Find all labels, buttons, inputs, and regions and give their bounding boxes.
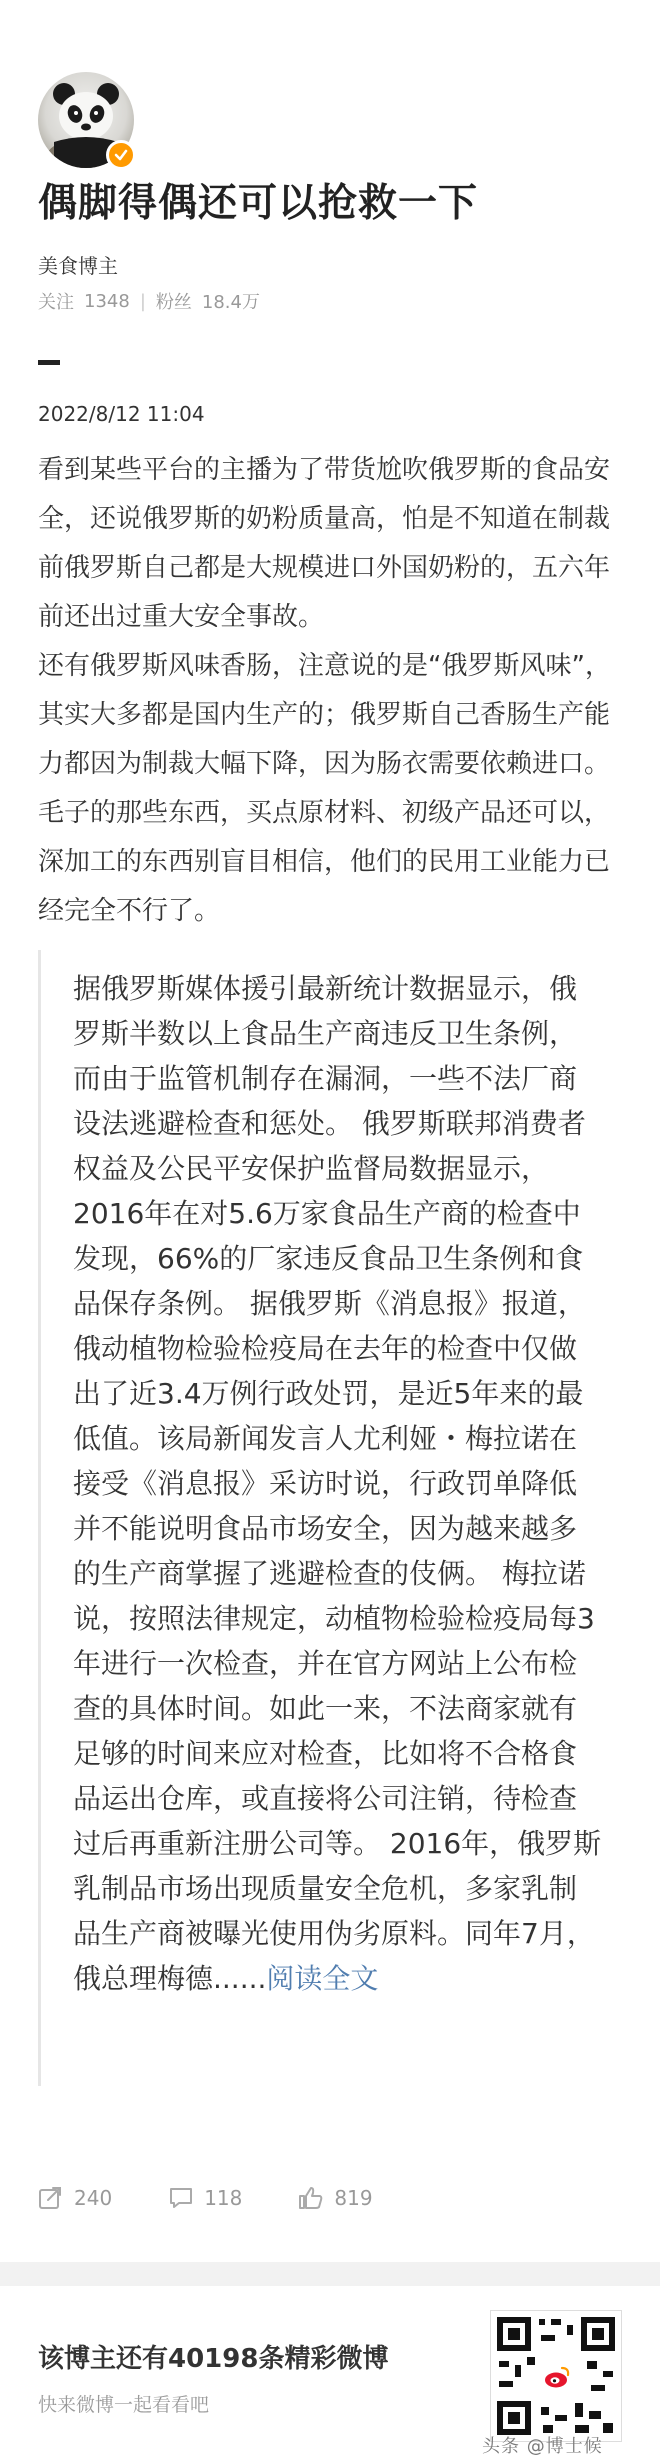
section-divider	[38, 360, 60, 365]
promo-subtitle: 快来微博一起看看吧	[38, 2394, 210, 2416]
avatar-container[interactable]	[38, 72, 134, 168]
fans-count: 18.4万	[201, 292, 260, 313]
quoted-article-text	[73, 966, 603, 2001]
follow-label: 关注	[38, 292, 74, 313]
comment-icon	[168, 2186, 194, 2210]
read-more-link[interactable]: 阅读全文	[266, 1962, 379, 1995]
qr-code-icon[interactable]	[490, 2310, 622, 2442]
like-count: 819	[334, 2186, 373, 2210]
author-name[interactable]: 美食博主	[38, 254, 118, 278]
follow-stats	[38, 288, 260, 314]
quoted-article	[38, 950, 622, 2086]
fans-label: 粉丝	[155, 292, 192, 313]
like-button[interactable]	[298, 2186, 372, 2210]
profile-header	[38, 72, 622, 168]
repost-button[interactable]	[38, 2186, 112, 2210]
share-icon	[38, 2186, 64, 2210]
quote-body: 据俄罗斯媒体援引最新统计数据显示，俄罗斯半数以上食品生产商违反卫生条例，而由于监管机制存在漏洞，一些不法厂商设法逃避检查和惩处。 俄罗斯联邦消费者权益及公民平安保护监督局数据显示，2016年在对5.6万家食品生产商的检查中发现，66%的厂家违反食品卫生条例和食品保存条例。 据俄罗斯《消息报》报道，俄动植物检验检疫局在去年的检查中仅做出了近3.4万例行政处罚，是近5年来的最低值。该局新闻发言人尤利娅・梅拉诺在接受《消息报》采访时说，行政罚单降低并不能说明食品市场安全，因为越来越多的生产商掌握了逃避检查的伎俩。 梅拉诺说，按照法律规定，动植物检验检疫局每3年进行一次检查，并在官方网站上公布检查的具体时间。如此一来，不法商家就有足够的时间来应对检查，比如将不合格食品运出仓库，或直接将公司注销，待检查过后再重新注册公司等。 2016年，俄罗斯乳制品市场出现质量安全危机，多家乳制品生产商被曝光使用伪劣原料。同年7月，俄总理梅德......	[73, 972, 602, 1995]
post-paragraph: 看到某些平台的主播为了带货尬吹俄罗斯的食品安全，还说俄罗斯的奶粉质量高，怕是不知道在制裁前俄罗斯自己都是大规模进口外国奶粉的，五六年前还出过重大安全事故。	[38, 455, 611, 632]
post-paragraph: 毛子的那些东西，买点原材料、初级产品还可以，深加工的东西别盲目相信，他们的民用工业能力已经完全不行了。	[38, 798, 611, 926]
post-body	[38, 446, 628, 936]
promo-title: 该博主还有40198条精彩微博	[38, 2344, 389, 2374]
thumbs-up-icon	[298, 2186, 324, 2210]
comment-count: 118	[204, 2186, 243, 2210]
section-band	[0, 2262, 660, 2286]
source-watermark: 头条 @博士候	[482, 2436, 603, 2457]
post-title: 偶脚得偶还可以抢救一下	[38, 181, 479, 226]
weibo-logo-icon	[539, 2359, 575, 2395]
repost-count: 240	[74, 2186, 113, 2210]
post-paragraph: 还有俄罗斯风味香肠，注意说的是“俄罗斯风味”，其实大多都是国内生产的；俄罗斯自己香肠生产能力都因为制裁大幅下降，因为肠衣需要依赖进口。	[38, 651, 611, 779]
post-actions	[38, 2186, 373, 2210]
follow-count: 1348	[84, 290, 130, 312]
verified-badge-icon	[106, 140, 136, 170]
comment-button[interactable]	[168, 2186, 242, 2210]
post-date: 2022/8/12 11:04	[38, 402, 205, 426]
stats-separator: |	[139, 290, 146, 312]
